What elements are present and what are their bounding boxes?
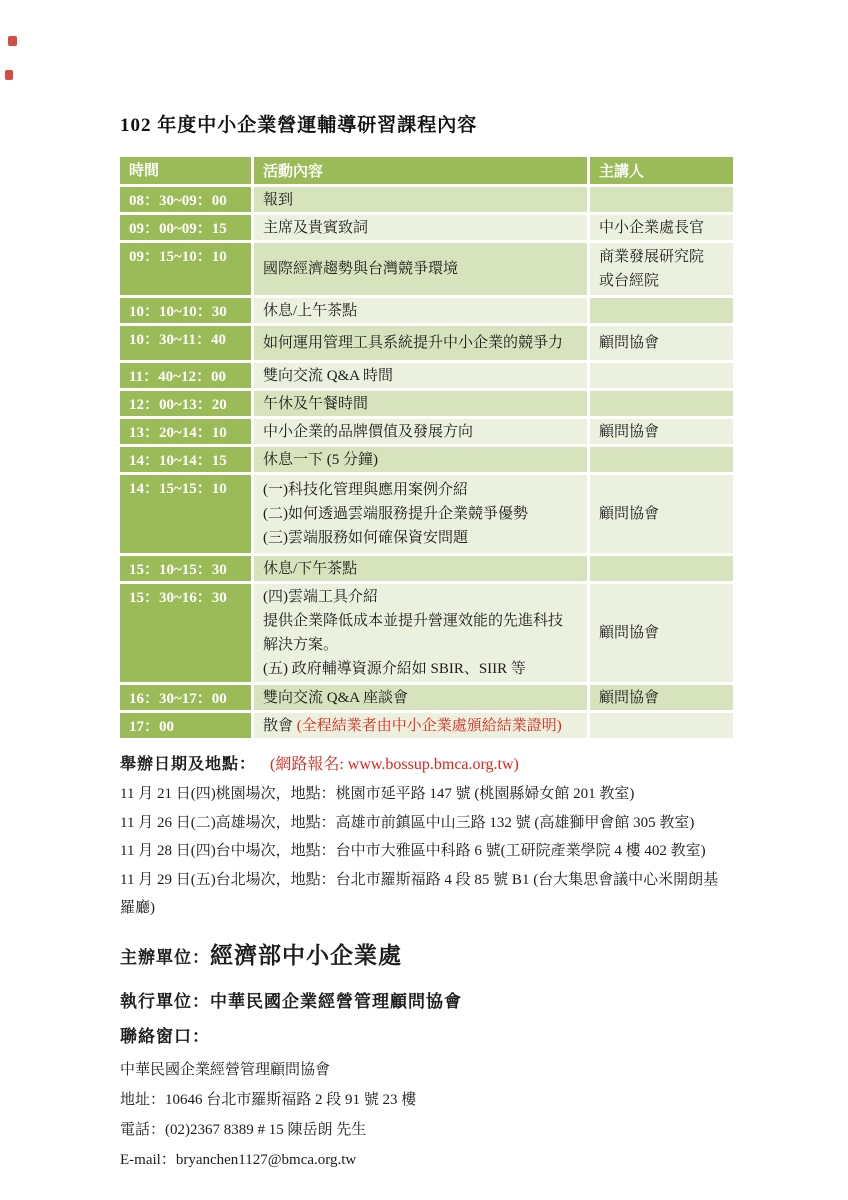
contact-organization: 中華民國企業經營管理顧問協會 [120,1061,331,1078]
red-note-text: (全程結業者由中小企業處頒給結業證明) [296,717,562,734]
red-stamp-artifact [5,70,13,80]
online-registration-url: (網路報名: www.bossup.bmca.org.tw) [270,756,519,773]
speaker-cell: 顧問協會 [590,584,733,682]
speaker-cell [590,556,733,581]
contact-phone: 電話：(02)2367 8389 # 15 陳岳朗 先生 [120,1121,367,1138]
host-organization: 經濟部中小企業處 [210,942,402,968]
venue-line: 11 月 26 日(二)高雄場次，地點：高雄市前鎮區中山三路 132 號 (高雄獅甲會館 305 教室) [120,814,695,831]
table-row [120,187,733,212]
venue-list [120,780,733,923]
executing-organizer-line: 執行單位：中華民國企業經營管理顧問協會 [120,991,462,1011]
time-cell: 11：40~12：00 [120,363,251,388]
activity-cell: 國際經濟趨勢與台灣競爭環境 [254,243,587,295]
venue-line: 11 月 21 日(四)桃園場次，地點：桃園市延平路 147 號 (桃園縣婦女館 201 教室) [120,786,635,802]
host-label: 主辦單位： [120,947,210,967]
table-row [120,713,733,738]
speaker-cell [590,713,733,738]
registration-label: 舉辦日期及地點： [120,756,257,773]
activity-cell: (一)科技化管理與應用案例介紹 (二)如何透過雲端服務提升企業競爭優勢 (三)雲端服務如何確保資安問題 [254,475,587,553]
activity-cell: 午休及午餐時間 [254,391,587,416]
table-row [120,215,733,240]
time-cell: 15：10~15：30 [120,556,251,581]
speaker-cell: 顧問協會 [590,326,733,360]
speaker-cell: 顧問協會 [590,475,733,553]
table-row [120,391,733,416]
activity-cell: 報到 [254,187,587,212]
speaker-cell [590,298,733,323]
activity-cell: 中小企業的品牌價值及發展方向 [254,419,587,444]
time-cell: 15：30~16：30 [120,584,251,682]
activity-cell: 散會 (全程結業者由中小企業處頒給結業證明) [254,713,587,738]
time-cell: 09：00~09：15 [120,215,251,240]
time-cell: 14：15~15：10 [120,475,251,553]
time-cell: 12：00~13：20 [120,391,251,416]
table-row [120,685,733,710]
activity-cell: 主席及貴賓致詞 [254,215,587,240]
time-cell: 17：00 [120,713,251,738]
activity-cell: 休息一下 (5 分鐘) [254,447,587,472]
course-schedule-table [120,157,733,738]
activity-cell: (四)雲端工具介紹 提供企業降低成本並提升營運效能的先進科技 解決方案。 (五) 政府輔導資源介紹如 SBIR、SIIR 等 [254,584,587,682]
time-cell: 10：30~11：40 [120,326,251,360]
table-row [120,419,733,444]
table-row [120,363,733,388]
table-row [120,475,733,553]
activity-cell: 雙向交流 Q&A 座談會 [254,685,587,710]
header-time: 時間 [120,157,251,184]
speaker-cell [590,187,733,212]
time-cell: 09：15~10：10 [120,243,251,295]
speaker-cell [590,447,733,472]
speaker-cell: 顧問協會 [590,685,733,710]
contact-email: E-mail：bryanchen1127@bmca.org.tw [120,1151,357,1168]
contact-block [120,1055,733,1175]
activity-cell: 如何運用管理工具系統提升中小企業的競爭力 [254,326,587,360]
speaker-cell: 顧問協會 [590,419,733,444]
header-activity: 活動內容 [254,157,587,184]
registration-line [120,751,733,774]
speaker-cell: 商業發展研究院 或台經院 [590,243,733,295]
speaker-cell: 中小企業處長官 [590,215,733,240]
speaker-cell [590,391,733,416]
host-organizer-line [120,937,733,970]
red-stamp-artifact [8,36,17,46]
table-row [120,556,733,581]
time-cell: 14：10~14：15 [120,447,251,472]
contact-address: 地址：10646 台北市羅斯福路 2 段 91 號 23 樓 [120,1091,417,1108]
activity-cell: 雙向交流 Q&A 時間 [254,363,587,388]
time-cell: 16：30~17：00 [120,685,251,710]
time-cell: 08：30~09：00 [120,187,251,212]
contact-window-label: 聯絡窗口： [120,1026,210,1046]
time-cell: 13：20~14：10 [120,419,251,444]
venue-line: 11 月 28 日(四)台中場次，地點：台中市大雅區中科路 6 號(工研院產業學院 4 樓 402 教室) [120,843,706,859]
page-title: 102 年度中小企業營運輔導研習課程內容 [120,115,478,136]
document-content [120,110,733,1175]
table-header-row [120,157,733,184]
table-row [120,243,733,295]
table-row [120,447,733,472]
time-cell: 10：10~10：30 [120,298,251,323]
venue-line: 11 月 29 日(五)台北場次，地點：台北市羅斯福路 4 段 85 號 B1 (台大集思會議中心米開朗基羅廳) [120,871,719,916]
table-row [120,326,733,360]
activity-cell: 休息/上午茶點 [254,298,587,323]
speaker-cell [590,363,733,388]
table-row [120,584,733,682]
table-row [120,298,733,323]
activity-cell: 休息/下午茶點 [254,556,587,581]
header-speaker: 主講人 [590,157,733,184]
